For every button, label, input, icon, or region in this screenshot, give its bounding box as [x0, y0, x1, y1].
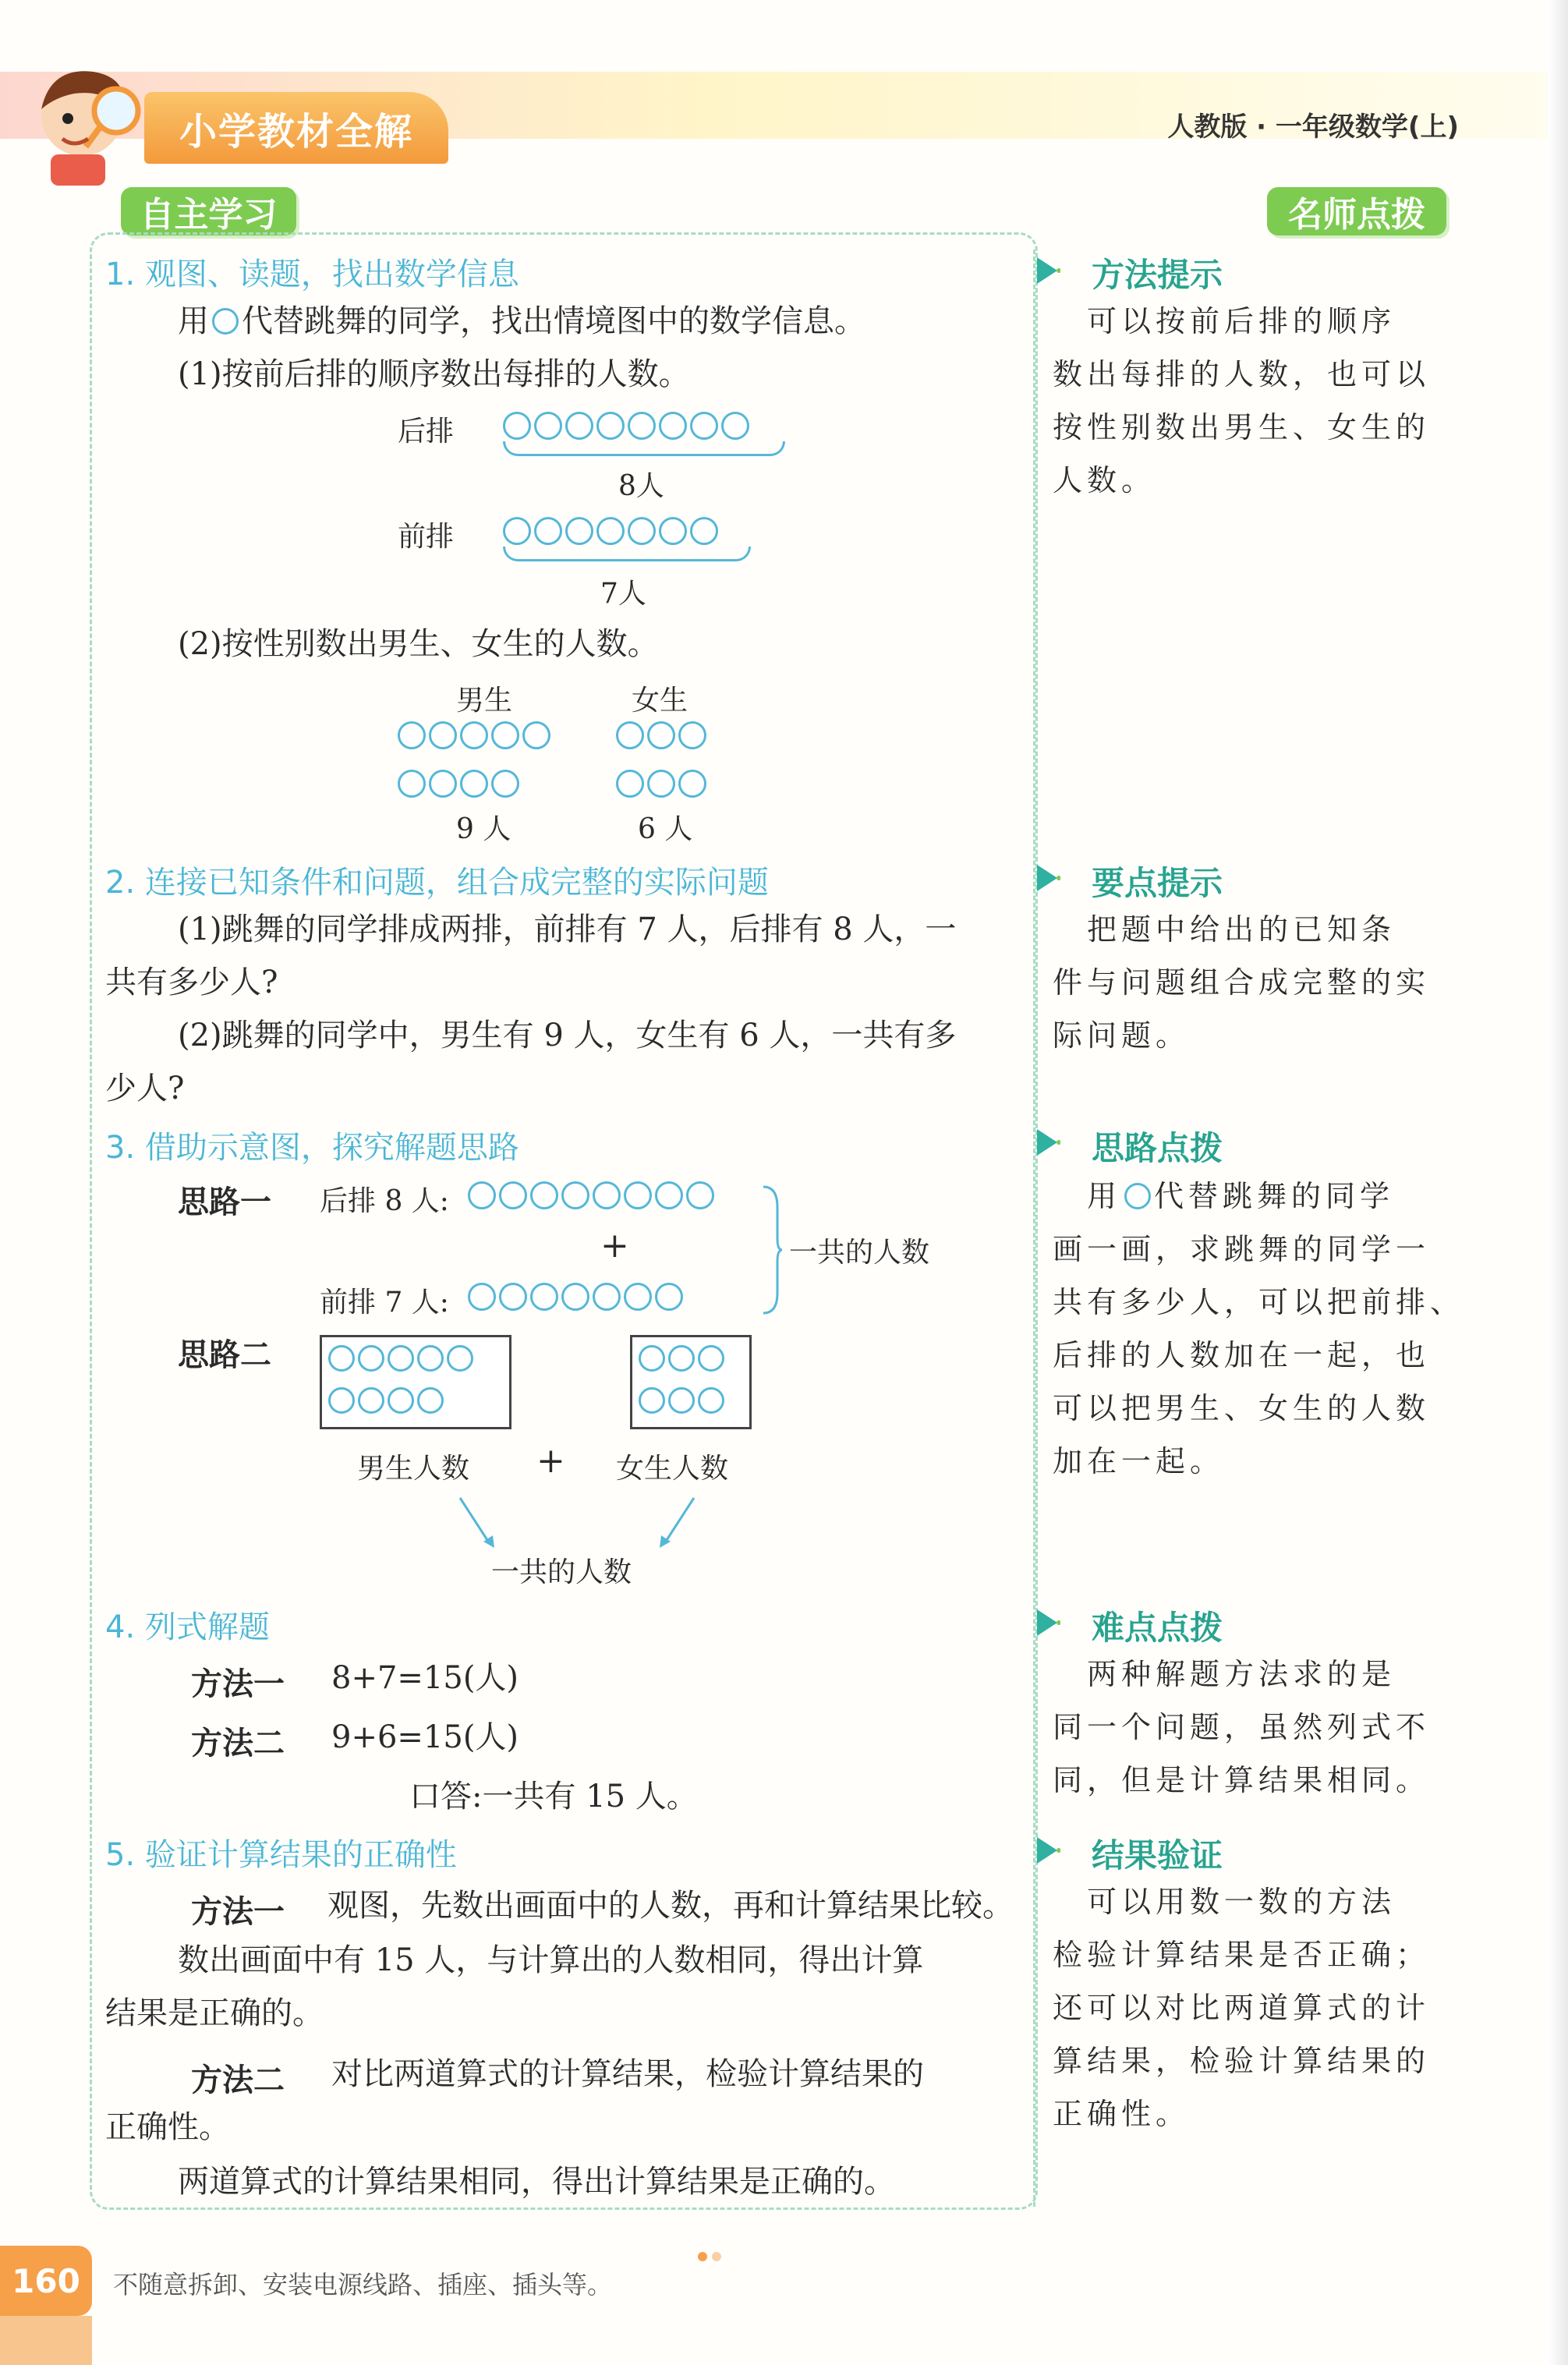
front-row-brace [503, 547, 751, 561]
circle-icon [668, 1345, 695, 1372]
sidebar-divider [1033, 250, 1035, 2207]
tip4-line: 同，但是计算结果相同。 [1053, 1763, 1431, 1797]
front-row-label: 前排 [398, 521, 455, 553]
circle-icon [596, 517, 625, 545]
step1-intro-post: 代替跳舞的同学，找出情境图中的数学信息。 [242, 303, 865, 339]
circle-icon [388, 1387, 414, 1414]
page-number: 160 [0, 2246, 92, 2316]
circle-icon [388, 1345, 414, 1372]
circle-icon [503, 412, 531, 440]
step2-q1-line1: (1)跳舞的同学排成两排，前排有 7 人，后排有 8 人，一 [178, 912, 957, 947]
play-arrow-icon [1035, 1606, 1060, 1639]
circle-icon [491, 770, 519, 798]
circle-icon [686, 1181, 714, 1209]
tip5-line: 检验计算结果是否正确； [1053, 1938, 1431, 1972]
tip4-body [1053, 1648, 1430, 1807]
tip2-title: 要点提示 [1092, 864, 1223, 902]
tip4-line: 同一个问题，虽然列式不 [1053, 1710, 1431, 1744]
idea1-label: 思路一 [178, 1184, 271, 1220]
girls-total: 6 人 [638, 813, 693, 845]
tip5-line: 可以用数一数的方法 [1053, 1885, 1396, 1919]
play-arrow-icon [1035, 1126, 1060, 1159]
step5-heading: 5. 验证计算结果的正确性 [105, 1837, 457, 1873]
girls-caption: 女生人数 [616, 1453, 729, 1485]
circle-icon [565, 517, 593, 545]
circle-icon [530, 1283, 558, 1311]
circle-icon [1124, 1183, 1151, 1209]
front-row-circles [503, 517, 718, 545]
idea2-plus: + [536, 1441, 565, 1481]
circle-icon [358, 1345, 384, 1372]
tip1-line: 按性别数出男生、女生的 [1053, 410, 1431, 444]
step4-m2-expr: 9+6=15(人) [331, 1719, 519, 1755]
step4-m1-label: 方法一 [191, 1666, 285, 1702]
step5-m1-result-line1: 数出画面中有 15 人，与计算出的人数相同，得出计算 [178, 1942, 924, 1978]
circle-icon [624, 1181, 652, 1209]
right-brace-icon [760, 1184, 784, 1316]
circle-icon [639, 1387, 665, 1414]
circle-icon [647, 770, 675, 798]
circle-icon [639, 1345, 665, 1372]
tip3-first-pre: 用 [1053, 1179, 1122, 1213]
tip5-line: 正确性。 [1053, 2097, 1191, 2131]
circle-icon [668, 1387, 695, 1414]
tip1-title: 方法提示 [1092, 256, 1223, 294]
book-title-tab [144, 92, 448, 164]
step5-m1-result-line2: 结果是正确的。 [105, 1995, 324, 2031]
front-row-total: 7人 [600, 578, 646, 610]
girls-row1-circles [616, 721, 706, 749]
tip5-line: 还可以对比两道算式的计 [1053, 1991, 1431, 2025]
footer-orange-block [0, 2316, 92, 2365]
circle-icon [534, 412, 562, 440]
step4-heading: 4. 列式解题 [105, 1609, 270, 1645]
step4-answer: 口答:一共有 15 人。 [409, 1779, 698, 1814]
circle-icon [678, 721, 706, 749]
idea1-front-circles [468, 1283, 683, 1311]
book-title: 小学教材全解 [179, 109, 413, 154]
back-row-total: 8人 [618, 470, 664, 502]
tip1-body [1053, 295, 1430, 507]
girls-box-row1 [639, 1345, 724, 1372]
circle-icon [624, 1283, 652, 1311]
circle-icon [460, 721, 488, 749]
play-arrow-icon [1035, 1834, 1060, 1867]
step2-q2-line1: (2)跳舞的同学中，男生有 9 人，女生有 6 人，一共有多 [178, 1018, 957, 1053]
tip3-body [1053, 1170, 1464, 1488]
circle-icon [468, 1283, 496, 1311]
circle-icon [659, 412, 687, 440]
idea1-total: 一共的人数 [789, 1237, 930, 1269]
circle-icon [690, 517, 718, 545]
tip1-line: 可以按前后排的顺序 [1053, 304, 1396, 338]
merge-arrows-icon [452, 1493, 702, 1552]
circle-icon [659, 517, 687, 545]
circle-icon [417, 1345, 444, 1372]
circle-icon [212, 308, 239, 335]
circle-icon [429, 721, 457, 749]
step2-q1-line2: 共有多少人? [105, 965, 278, 1000]
circle-icon [358, 1387, 384, 1414]
step1-sub1: (1)按前后排的顺序数出每排的人数。 [178, 356, 690, 392]
circle-icon [655, 1283, 683, 1311]
step2-q2-line2: 少人? [105, 1071, 185, 1106]
idea2-total: 一共的人数 [491, 1556, 632, 1588]
tip2-body [1053, 903, 1430, 1062]
circle-icon [522, 721, 550, 749]
tip5-title: 结果验证 [1092, 1836, 1223, 1875]
circle-icon [499, 1283, 527, 1311]
circle-icon [429, 770, 457, 798]
idea1-back-label: 后排 8 人: [320, 1185, 449, 1217]
circle-icon [328, 1345, 355, 1372]
boys-caption: 男生人数 [357, 1453, 470, 1485]
tip1-line: 数出每排的人数，也可以 [1053, 357, 1431, 391]
step4-m1-expr: 8+7=15(人) [331, 1660, 519, 1696]
girls-row2-circles [616, 770, 706, 798]
idea2-label: 思路二 [178, 1337, 271, 1373]
step2-heading: 2. 连接已知条件和问题，组合成完整的实际问题 [105, 865, 769, 901]
tip3-line: 共有多少人，可以把前排、 [1053, 1285, 1465, 1319]
step1-intro [178, 295, 865, 348]
circle-icon [593, 1283, 621, 1311]
idea1-plus: + [600, 1226, 629, 1266]
step1-sub2: (2)按性别数出男生、女生的人数。 [178, 626, 659, 662]
self-study-pill: 自主学习 [121, 187, 296, 235]
tip5-line: 算结果，检验计算结果的 [1053, 2044, 1431, 2078]
play-arrow-icon [1035, 254, 1060, 287]
step5-m2-text2: 正确性。 [105, 2109, 230, 2145]
circle-icon [530, 1181, 558, 1209]
circle-icon [499, 1181, 527, 1209]
boys-row1-circles [398, 721, 550, 749]
tip3-first-line [1053, 1170, 1464, 1223]
back-row-circles [503, 412, 749, 440]
tip3-line: 画一画，求跳舞的同学一 [1053, 1232, 1431, 1266]
idea1-front-label: 前排 7 人: [320, 1287, 449, 1319]
step5-m2-result: 两道算式的计算结果相同，得出计算结果是正确的。 [178, 2164, 895, 2200]
dot-icon [698, 2252, 707, 2261]
circle-icon [534, 517, 562, 545]
play-arrow-icon [1035, 862, 1060, 894]
step1-heading: 1. 观图、读题，找出数学信息 [105, 257, 519, 292]
mascot-icon [19, 55, 152, 187]
circle-icon [698, 1387, 724, 1414]
circle-icon [565, 412, 593, 440]
page-edge [1548, 0, 1568, 2365]
back-row-brace [503, 441, 785, 456]
footer-dots [698, 2252, 721, 2261]
step5-m2-text: 对比两道算式的计算结果，检验计算结果的 [331, 2056, 924, 2092]
teacher-tips-pill: 名师点拨 [1267, 187, 1446, 235]
series-label: 人教版 · 一年级数学(上) [1167, 112, 1459, 143]
step4-m2-label: 方法二 [191, 1726, 285, 1761]
step3-heading: 3. 借助示意图，探究解题思路 [105, 1130, 519, 1166]
tip1-line: 人数。 [1053, 463, 1156, 497]
boys-total: 9 人 [456, 813, 511, 845]
circle-icon [417, 1387, 444, 1414]
tip2-line: 把题中给出的已知条 [1053, 912, 1396, 947]
tip5-body [1053, 1875, 1430, 2140]
tip3-title: 思路点拨 [1092, 1129, 1223, 1167]
boys-row2-circles [398, 770, 519, 798]
circle-icon [328, 1387, 355, 1414]
tip2-line: 际问题。 [1053, 1018, 1191, 1053]
circle-icon [721, 412, 749, 440]
circle-icon [561, 1283, 589, 1311]
circle-icon [616, 721, 644, 749]
tip3-line: 可以把男生、女生的人数 [1053, 1391, 1431, 1425]
idea1-back-circles [468, 1181, 714, 1209]
circle-icon [647, 721, 675, 749]
circle-icon [593, 1181, 621, 1209]
tip4-line: 两种解题方法求的是 [1053, 1657, 1396, 1691]
step5-m1-label: 方法一 [191, 1894, 285, 1930]
circle-icon [468, 1181, 496, 1209]
boys-box-row1 [328, 1345, 473, 1372]
footer-note: 不随意拆卸、安装电源线路、插座、插头等。 [113, 2270, 613, 2300]
circle-icon [503, 517, 531, 545]
circle-icon [628, 412, 656, 440]
tip3-line: 加在一起。 [1053, 1444, 1225, 1478]
circle-icon [596, 412, 625, 440]
circle-icon [398, 770, 426, 798]
boys-box-row2 [328, 1387, 444, 1414]
tip4-title: 难点点拨 [1092, 1609, 1223, 1647]
step5-m1-text: 观图，先数出画面中的人数，再和计算结果比较。 [327, 1888, 1014, 1924]
girls-label: 女生 [632, 685, 688, 717]
step5-m2-label: 方法二 [191, 2062, 285, 2098]
circle-icon [690, 412, 718, 440]
tip3-first-post: 代替跳舞的同学 [1154, 1179, 1395, 1213]
circle-icon [616, 770, 644, 798]
dot-icon [712, 2252, 721, 2261]
circle-icon [561, 1181, 589, 1209]
back-row-label: 后排 [398, 416, 455, 448]
boys-box [320, 1335, 511, 1429]
circle-icon [678, 770, 706, 798]
circle-icon [655, 1181, 683, 1209]
circle-icon [460, 770, 488, 798]
tip3-line: 后排的人数加在一起，也 [1053, 1338, 1431, 1372]
girls-box [630, 1335, 752, 1429]
step1-intro-pre: 用 [178, 303, 209, 339]
boys-label: 男生 [456, 685, 513, 717]
circle-icon [491, 721, 519, 749]
girls-box-row2 [639, 1387, 724, 1414]
circle-icon [447, 1345, 473, 1372]
tip2-line: 件与问题组合成完整的实 [1053, 965, 1431, 1000]
circle-icon [628, 517, 656, 545]
circle-icon [698, 1345, 724, 1372]
circle-icon [398, 721, 426, 749]
